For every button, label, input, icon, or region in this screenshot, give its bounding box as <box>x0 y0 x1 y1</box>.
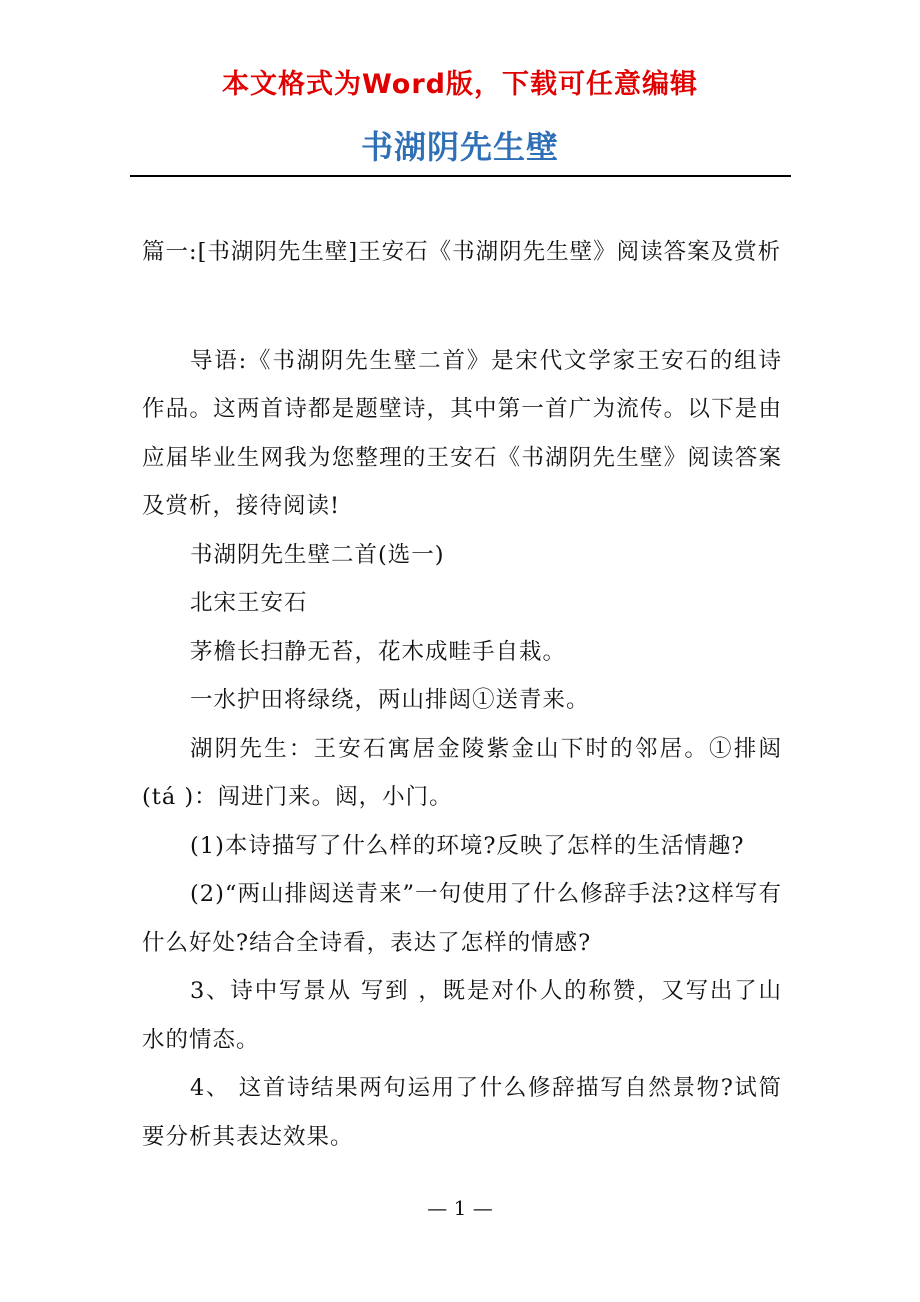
annotation-paragraph: 湖阴先生：王安石寓居金陵紫金山下时的邻居。①排闼(tá )：闯进门来。闼，小门。 <box>142 735 782 810</box>
poem-line-2: 一水护田将绿绕，两山排闼①送青来。 <box>190 687 590 713</box>
question-2: (2)“两山排闼送青来”一句使用了什么修辞手法?这样写有什么好处?结合全诗看，表达了怎样的情感? <box>142 881 782 956</box>
question-3: 3、诗中写景从 写到 ，既是对仆人的称赞，又写出了山水的情态。 <box>142 978 782 1053</box>
section-gap <box>142 277 782 337</box>
poem-line-1: 茅檐长扫静无苔，花木成畦手自栽。 <box>190 638 567 665</box>
intro-paragraph: 导语:《书湖阴先生壁二首》是宋代文学家王安石的组诗作品。这两首诗都是题壁诗，其中第一首广为流传。以下是由应届毕业生网我为您整理的王安石《书湖阴先生壁》阅读答案及赏析，接待阅读! <box>142 347 782 519</box>
poem-title: 书湖阴先生壁二首(选一) <box>190 541 445 568</box>
section-heading: 篇一:[书湖阴先生壁]王安石《书湖阴先生壁》阅读答案及赏析 <box>142 239 782 265</box>
format-banner: 本文格式为Word版，下载可任意编辑 <box>221 69 698 100</box>
title-divider <box>130 175 791 177</box>
question-1: (1)本诗描写了什么样的环境?反映了怎样的生活情趣? <box>190 832 745 859</box>
poem-author: 北宋王安石 <box>190 590 308 616</box>
document-body <box>142 228 782 1161</box>
question-4: 4、 这首诗结果两句运用了什么修辞描写自然景物?试简要分析其表达效果。 <box>142 1075 782 1150</box>
document-title: 书湖阴先生壁 <box>360 128 559 166</box>
page-number: — 1 — <box>427 1196 493 1220</box>
